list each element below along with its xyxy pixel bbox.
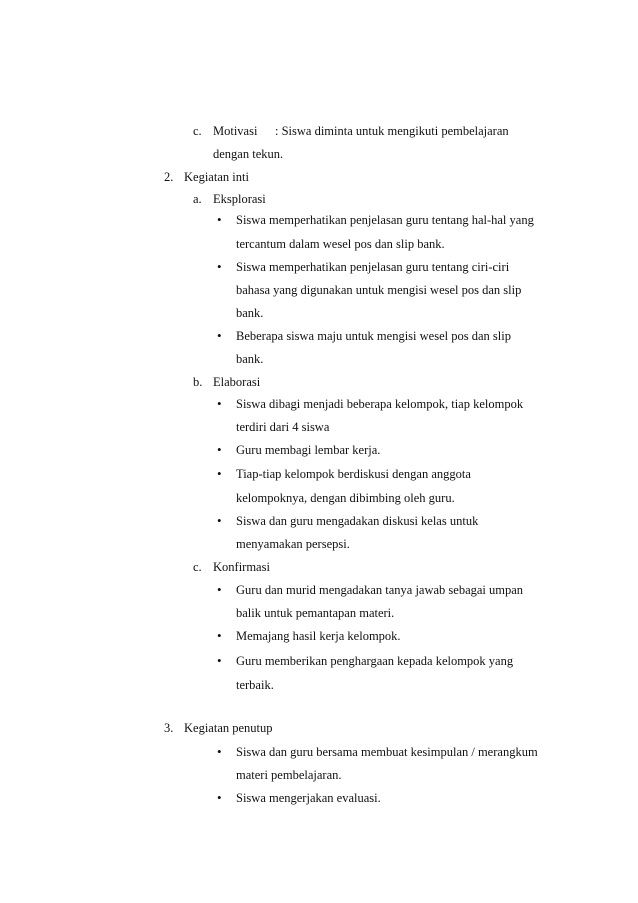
- bullet-text: Siswa mengerjakan evaluasi.: [236, 791, 381, 805]
- subsection-label: Elaborasi: [213, 375, 261, 389]
- section-title: Kegiatan inti: [184, 170, 249, 184]
- list-marker: c.: [193, 124, 202, 138]
- subsection-label: Konfirmasi: [213, 560, 270, 574]
- bullet-text: Guru membagi lembar kerja.: [236, 443, 381, 457]
- section-number: 3.: [164, 721, 174, 735]
- bullet-text: materi pembelajaran.: [236, 768, 342, 782]
- bullet-text: Siswa memperhatikan penjelasan guru tentang hal-hal yang: [236, 213, 534, 227]
- body-text: : Siswa diminta untuk mengikuti pembelajaran: [275, 124, 509, 138]
- bullet-text: tercantum dalam wesel pos dan slip bank.: [236, 237, 445, 251]
- list-marker: a.: [193, 192, 202, 206]
- bullet-icon: •: [217, 396, 222, 411]
- list-marker: b.: [193, 375, 203, 389]
- bullet-text: Memajang hasil kerja kelompok.: [236, 629, 401, 643]
- bullet-text: Beberapa siswa maju untuk mengisi wesel pos dan slip: [236, 329, 511, 343]
- bullet-text: Siswa memperhatikan penjelasan guru tentang ciri-ciri: [236, 260, 510, 274]
- bullet-icon: •: [217, 582, 222, 597]
- body-text: dengan tekun.: [213, 147, 284, 161]
- bullet-text: Siswa dibagi menjadi beberapa kelompok, tiap kelompok: [236, 397, 524, 411]
- bullet-text: bank.: [236, 306, 264, 320]
- subsection-label: Motivasi: [213, 124, 258, 138]
- bullet-text: Guru memberikan penghargaan kepada kelompok yang: [236, 654, 514, 668]
- bullet-text: terbaik.: [236, 678, 274, 692]
- list-marker: c.: [193, 560, 202, 574]
- bullet-text: Guru dan murid mengadakan tanya jawab sebagai umpan: [236, 583, 524, 597]
- bullet-text: kelompoknya, dengan dibimbing oleh guru.: [236, 491, 455, 505]
- bullet-icon: •: [217, 212, 222, 227]
- bullet-icon: •: [217, 259, 222, 274]
- bullet-icon: •: [217, 653, 222, 668]
- subsection-label: Eksplorasi: [213, 192, 266, 206]
- bullet-text: bank.: [236, 352, 264, 366]
- bullet-icon: •: [217, 790, 222, 805]
- bullet-icon: •: [217, 513, 222, 528]
- bullet-text: Siswa dan guru bersama membuat kesimpulan / merangkum: [236, 745, 538, 759]
- bullet-icon: •: [217, 628, 222, 643]
- bullet-text: bahasa yang digunakan untuk mengisi wesel pos dan slip: [236, 283, 522, 297]
- bullet-text: menyamakan persepsi.: [236, 537, 350, 551]
- section-title: Kegiatan penutup: [184, 721, 273, 735]
- section-number: 2.: [164, 170, 174, 184]
- bullet-text: balik untuk pemantapan materi.: [236, 606, 395, 620]
- bullet-icon: •: [217, 466, 222, 481]
- bullet-icon: •: [217, 442, 222, 457]
- bullet-text: terdiri dari 4 siswa: [236, 420, 330, 434]
- bullet-text: Tiap-tiap kelompok berdiskusi dengan anggota: [236, 467, 471, 481]
- bullet-text: Siswa dan guru mengadakan diskusi kelas untuk: [236, 514, 479, 528]
- bullet-icon: •: [217, 744, 222, 759]
- bullet-icon: •: [217, 328, 222, 343]
